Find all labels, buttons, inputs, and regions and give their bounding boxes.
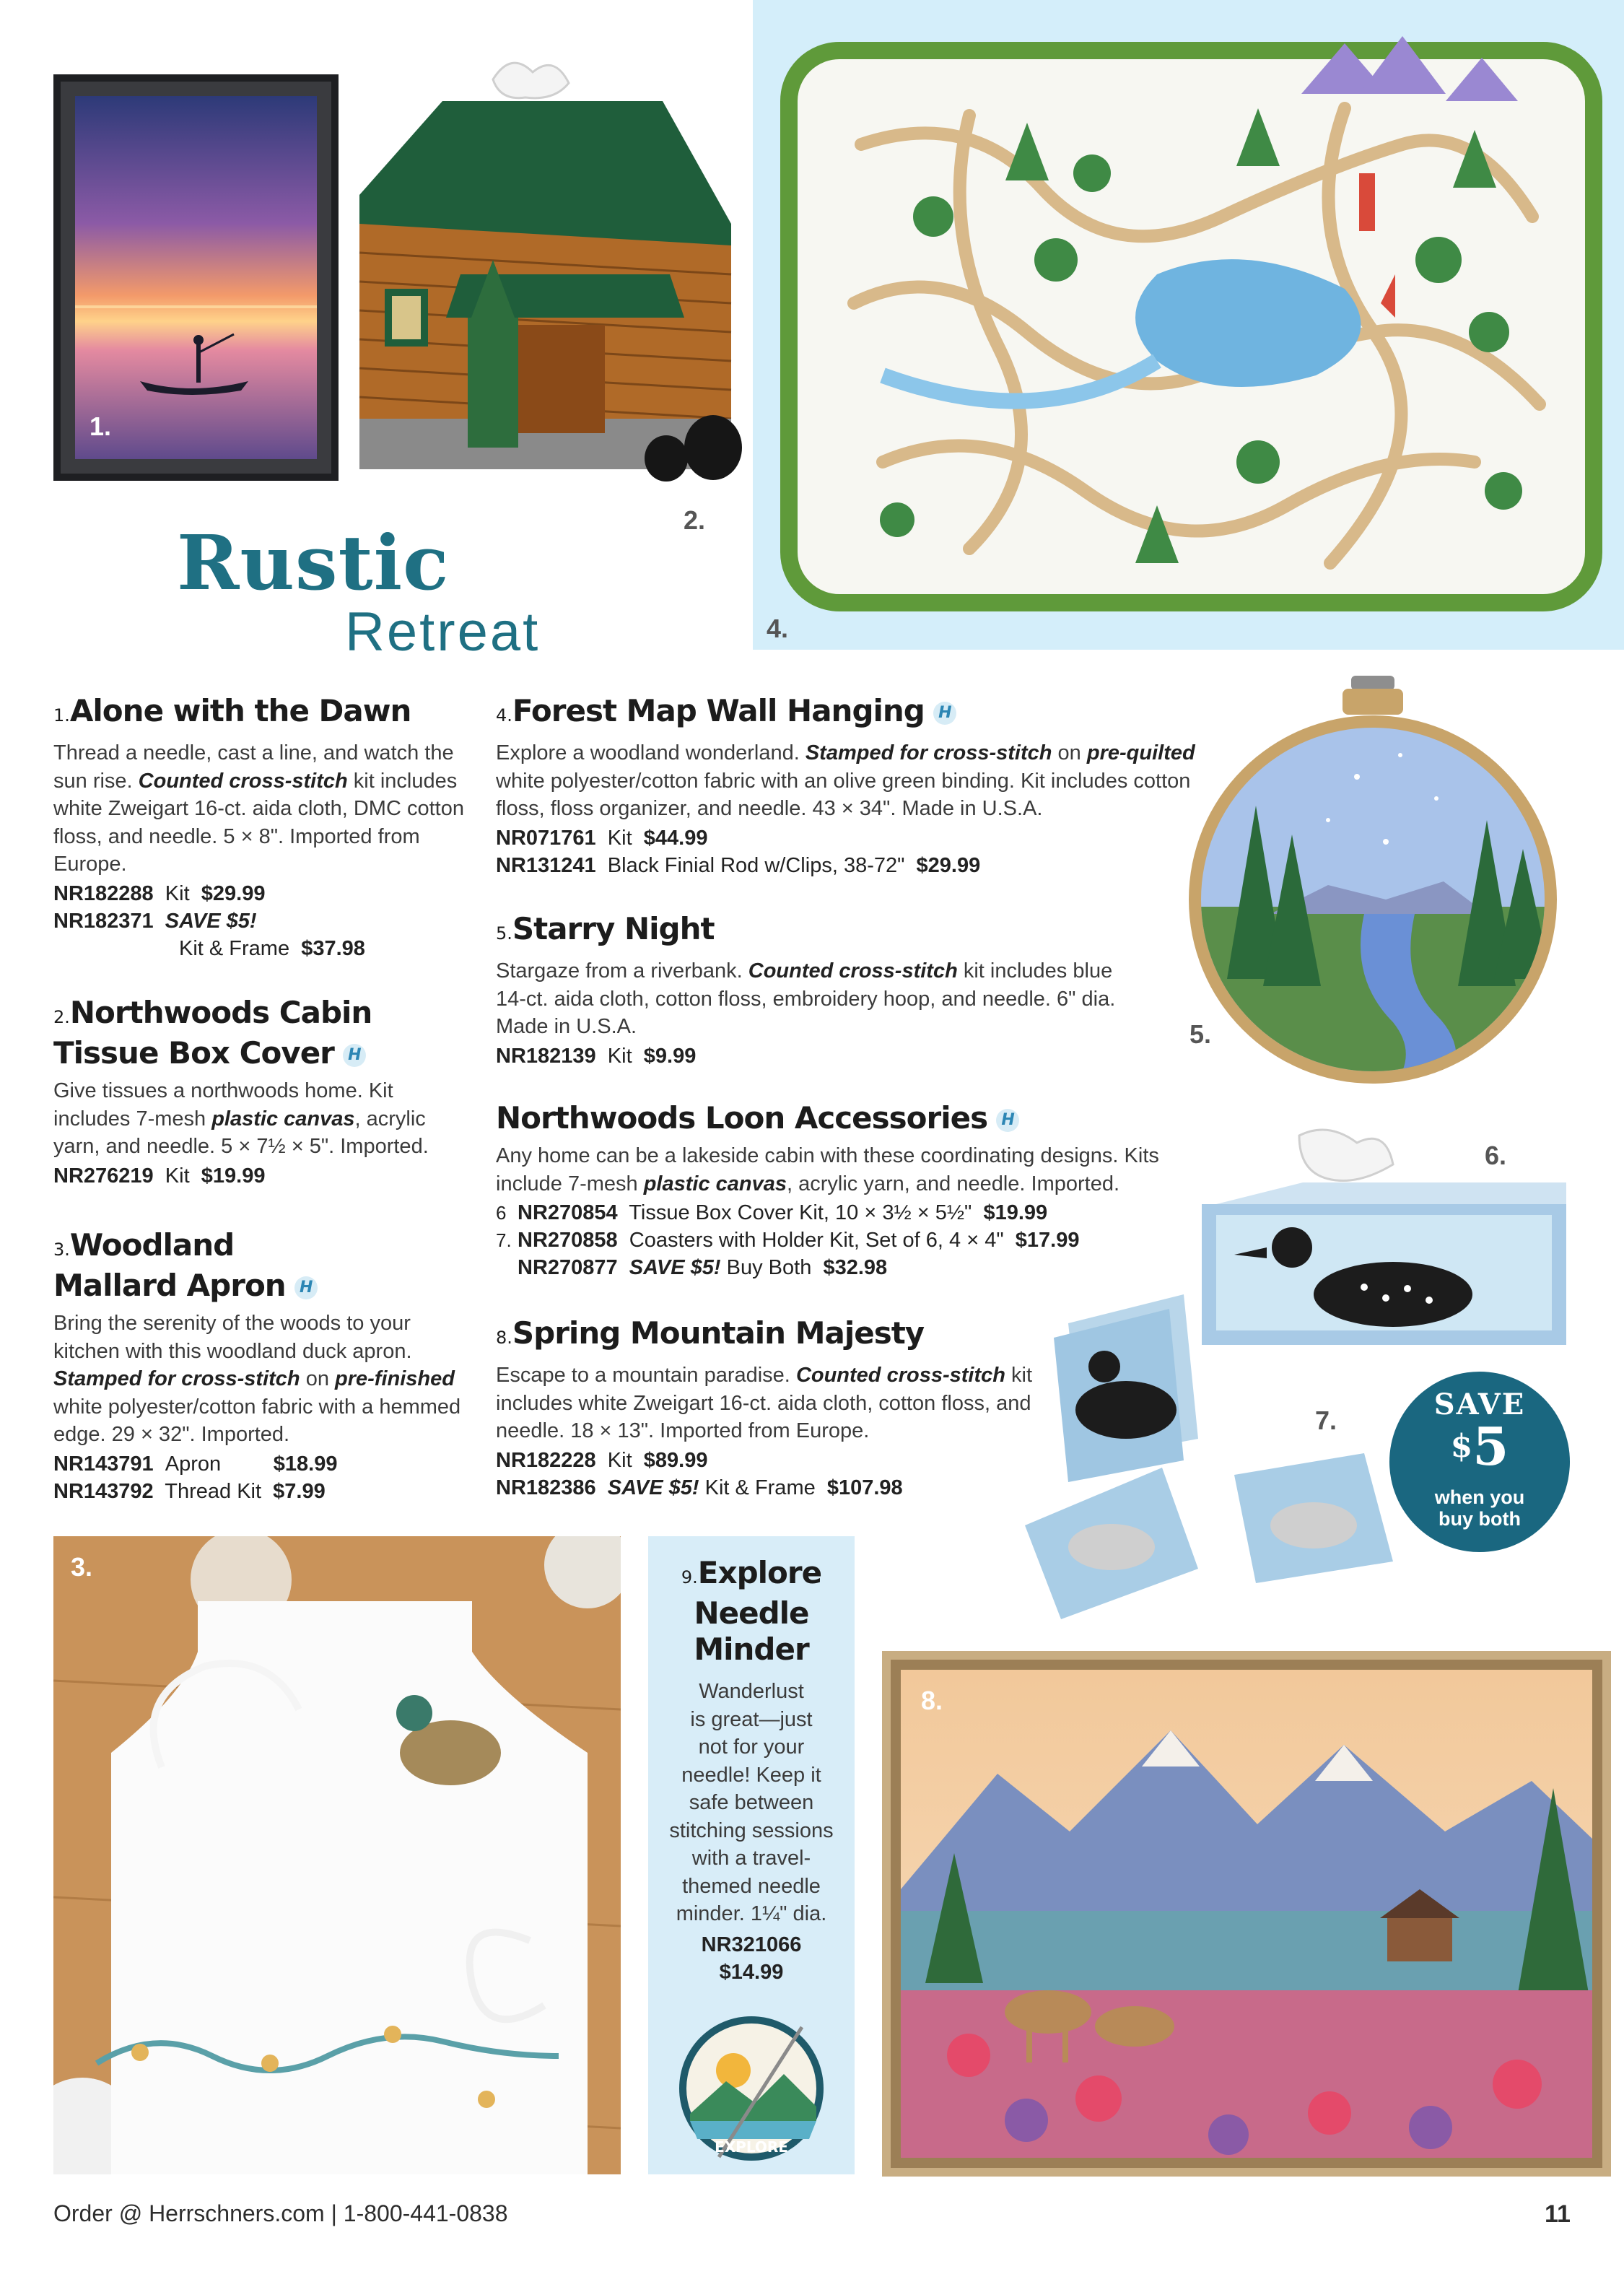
product-description: Thread a needle, cast a line, and watch the sun rise. Counted cross-stitch kit includes white Zweigart 16-ct. aida cloth, DMC cotton floss, and needle. 5 × 8". Imported from Europe. [53, 741, 464, 876]
sku-line: NR270877 SAVE $5! Buy Both $32.98 [518, 1256, 888, 1279]
h-badge-icon: H [996, 1109, 1019, 1132]
photo-label-4: 4. [767, 614, 789, 643]
photo-label-1: 1. [90, 411, 112, 441]
sku-line: 7. NR270858 Coasters with Holder Kit, Set of 6, 4 × 4" $17.99 [496, 1229, 1080, 1252]
sku-line: NR182288 Kit $29.99 [53, 881, 266, 905]
product-title: Explore [697, 1555, 822, 1590]
sku-line: 6 NR270854 Tissue Box Cover Kit, 10 × 3½ × 5½" $19.99 [496, 1201, 1048, 1224]
product-description: Wanderlust is great—just not for your needle! Keep it safe between stitching sessions with a travel- themed needle minder. 1¼" dia. [669, 1680, 834, 1925]
product-alone-with-the-dawn [53, 693, 465, 962]
h-badge-icon: H [294, 1276, 318, 1299]
page-title: Rustic [177, 518, 450, 607]
product-forest-map-wall-hanging: 4.Forest Map Wall Hanging H Explore a woodland wonderland. Stamped for cross-stitch on pre-quilted white polyester/cotton fabric with an olive green binding. Kit includes cotton floss, floss organizer, and needle. 43 × 34". Made in U.S.A. NR071761 Kit $44.99 NR131241 Black Finial Rod w/Clips, 38-72" $29.99 [496, 693, 1210, 879]
photo-forest-map-wall-hanging [753, 0, 1624, 650]
h-badge-icon: H [343, 1044, 366, 1067]
sku-line: NR143791 Apron $18.99 [53, 1452, 338, 1476]
photo-label-3: 3. [71, 1552, 93, 1582]
product-title: Alone with the Dawn [69, 693, 411, 728]
photo-label-5: 5. [1189, 1019, 1212, 1049]
explore-pin-image [676, 2013, 827, 2164]
product-title: Northwoods Cabin [69, 995, 372, 1030]
photo-label-8: 8. [921, 1686, 943, 1715]
product-woodland-mallard-apron: 3.Woodland Mallard Apron H Bring the serenity of the woods to your kitchen with this woodland duck apron. Stamped for cross-stitch on pre-finished white polyester/cotton fabric with a hemmed edge. 29 × 32". Imported. NR143791 Apron $18.99 NR143792 Thread Kit $7.99 [53, 1227, 465, 1505]
product-title: Starry Night [512, 911, 715, 946]
sku-line: NR276219 Kit $19.99 [53, 1164, 266, 1188]
product-description: Explore a woodland wonderland. Stamped for cross-stitch on pre-quilted white polyester/cotton fabric with an olive green binding. Kit includes cotton floss, floss organizer, and needle. 43 × 34". Made in U.S.A. [496, 741, 1195, 820]
product-title: Woodland [69, 1227, 235, 1263]
photo-starry-night-hoop [1184, 676, 1568, 1094]
product-number: 1. [53, 705, 70, 726]
photo-label-2: 2. [684, 505, 706, 535]
sku-line: NR131241 Black Finial Rod w/Clips, 38-72" $29.99 [496, 853, 981, 877]
page-number: 11 [1545, 2200, 1571, 2228]
product-description: Give tissues a northwoods home. Kit includes 7-mesh plastic canvas, acrylic yarn, and needle. 5 × 7½ × 5". Imported. [53, 1079, 429, 1158]
pin-text: EXPLORE [715, 2138, 788, 2156]
sku-line: Kit & Frame $37.98 [179, 936, 365, 960]
product-starry-night: 5.Starry Night Stargaze from a riverbank. Counted cross-stitch kit includes blue 14-ct. aida cloth, cotton floss, embroidery hoop, and needle. 6" dia. Made in U.S.A. NR182139 Kit $9.99 [496, 911, 1145, 1070]
photo-northwoods-cabin-tissue-box [338, 43, 742, 502]
footer-order-info: Order @ Herrschners.com | 1-800-441-0838 [53, 2200, 508, 2226]
sku-line: NR071761 Kit $44.99 [496, 826, 708, 850]
photo-label-6: 6. [1485, 1141, 1507, 1170]
product-description: Bring the serenity of the woods to your kitchen with this woodland duck apron. Stamped for cross-stitch on pre-finished white polyester/cotton fabric with a hemmed edge. 29 × 32". Imported. [53, 1312, 461, 1446]
sku-line: NR182386 SAVE $5! Kit & Frame $107.98 [496, 1476, 903, 1499]
product-title: Spring Mountain Majesty [512, 1315, 925, 1351]
photo-label-7: 7. [1315, 1406, 1337, 1435]
sku-line: NR321066 [701, 1933, 802, 1956]
sku-line: NR182139 Kit $9.99 [496, 1044, 697, 1068]
photo-woodland-mallard-apron [53, 1536, 621, 2174]
product-title: Northwoods Loon Accessories [496, 1100, 988, 1136]
save-five-badge: SAVE $5 when you buy both [1389, 1372, 1570, 1552]
product-spring-mountain-majesty: 8.Spring Mountain Majesty Escape to a mountain paradise. Counted cross-stitch kit includes white Zweigart 16-ct. aida cloth, cotton floss, and needle. 18 × 13". Imported from Europe. NR182228 Kit $89.99 NR182386 SAVE $5! Kit & Frame $107.98 [496, 1315, 1059, 1502]
sku-line: NR182371 SAVE $5! [53, 909, 257, 933]
sku-line: $14.99 [719, 1960, 784, 1984]
product-northwoods-cabin: 2.Northwoods Cabin Tissue Box Cover H Give tissues a northwoods home. Kit includes 7-mesh plastic canvas, acrylic yarn, and needle. 5 × 7½ × 5". Imported. NR276219 Kit $19.99 [53, 995, 465, 1190]
page-subtitle: Retreat [345, 601, 541, 663]
h-badge-icon: H [933, 702, 956, 725]
product-title: Forest Map Wall Hanging [512, 693, 925, 728]
product-explore-needle-minder: 9.Explore Needle Minder Wanderlust is great—just not for your needle! Keep it safe between stitching sessions with a travel- themed needle minder. 1¼" dia. NR321066 $14.99 EXPLORE [648, 1536, 855, 2174]
product-description: Escape to a mountain paradise. Counted cross-stitch kit includes white Zweigart 16-ct. aida cloth, cotton floss, and needle. 18 × 13". Imported from Europe. [496, 1364, 1033, 1442]
product-description: Any home can be a lakeside cabin with these coordinating designs. Kits include 7-mesh plastic canvas, acrylic yarn, and needle. Imported. [496, 1144, 1159, 1195]
product-description: Stargaze from a riverbank. Counted cross-stitch kit includes blue 14-ct. aida cloth, cotton floss, embroidery hoop, and needle. 6" dia. Made in U.S.A. [496, 959, 1116, 1038]
sku-line: NR143792 Thread Kit $7.99 [53, 1479, 326, 1503]
photo-spring-mountain-majesty [882, 1651, 1611, 2177]
sku-line: NR182228 Kit $89.99 [496, 1448, 708, 1472]
